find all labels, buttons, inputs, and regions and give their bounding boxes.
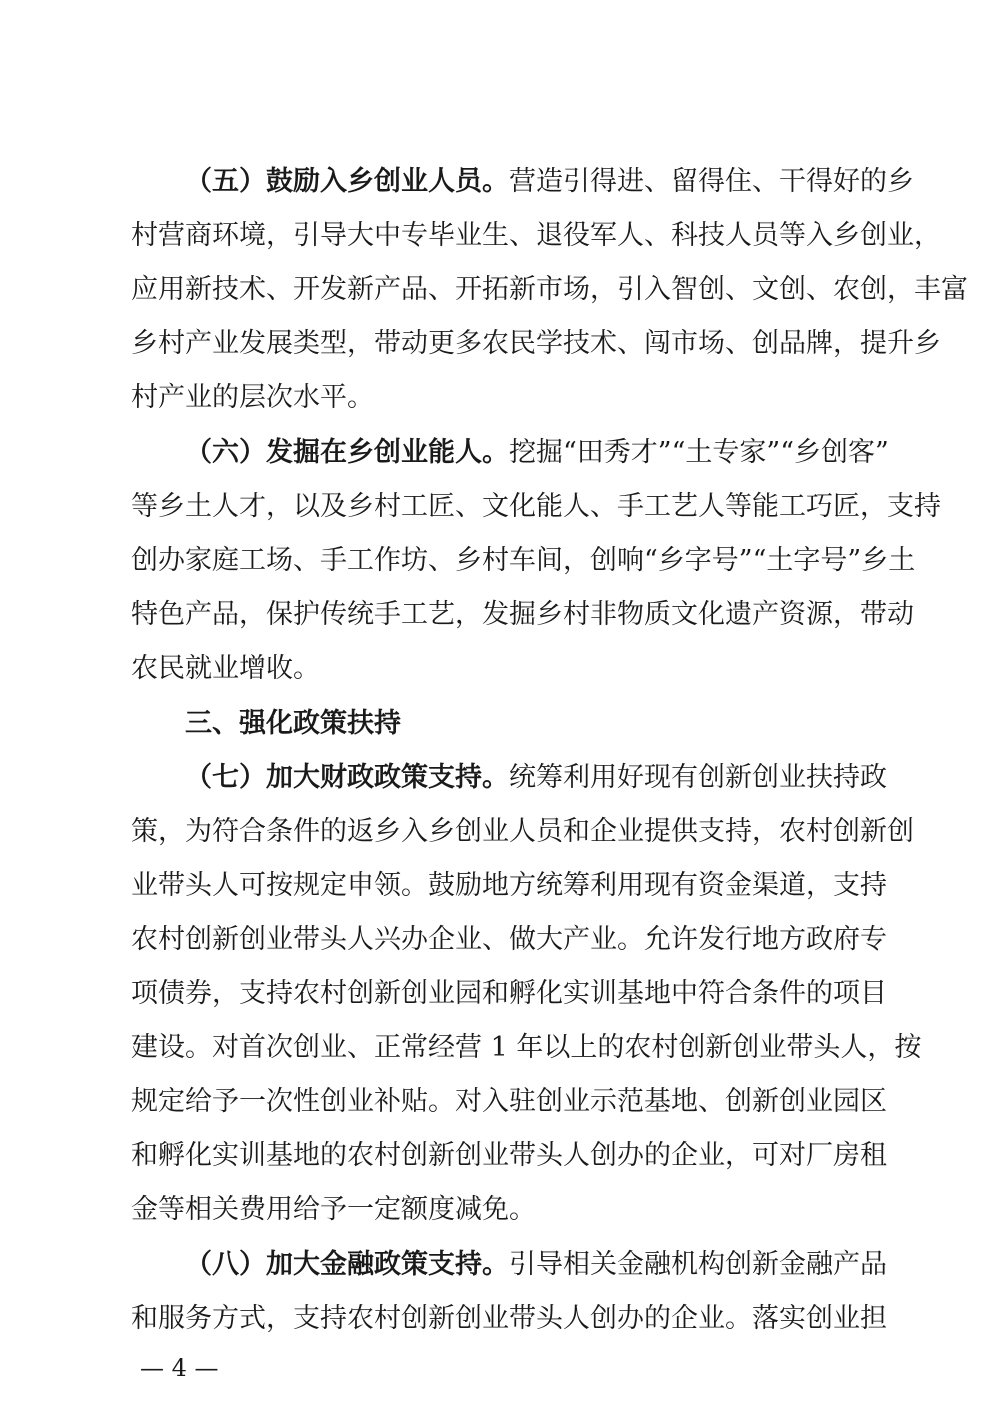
paragraph-6-text: 挖掘“田秀才”“土专家”“乡创客”: [509, 437, 889, 468]
paragraph-6-line-2: 等乡土人才，以及乡村工匠、文化能人、手工艺人等能工巧匠，支持: [131, 491, 941, 522]
paragraph-5-title: （五）鼓励入乡创业人员。: [185, 166, 509, 197]
paragraph-5-line-5: 村产业的层次水平。: [131, 382, 374, 413]
paragraph-6-line-1: [185, 433, 889, 473]
paragraph-6-title: （六）发掘在乡创业能人。: [185, 437, 509, 468]
paragraph-6-line-3: 创办家庭工场、手工作坊、乡村车间，创响“乡字号”“土字号”乡土: [131, 545, 916, 576]
paragraph-7-line-3: 业带头人可按规定申领。鼓励地方统筹利用现有资金渠道，支持: [131, 870, 887, 901]
paragraph-8-line-2: 和服务方式，支持农村创新创业带头人创办的企业。落实创业担: [131, 1303, 887, 1334]
paragraph-8-line-1: [185, 1245, 887, 1285]
paragraph-5-line-3: 应用新技术、开发新产品、开拓新市场，引入智创、文创、农创，丰富: [131, 274, 968, 305]
paragraph-6-line-5: 农民就业增收。: [131, 653, 320, 684]
paragraph-8-title: （八）加大金融政策支持。: [185, 1249, 509, 1280]
paragraph-7-line-9: 金等相关费用给予一定额度减免。: [131, 1194, 536, 1225]
paragraph-8-text: 引导相关金融机构创新金融产品: [509, 1249, 887, 1280]
paragraph-7-title: （七）加大财政政策支持。: [185, 762, 509, 793]
paragraph-7-line-5: 项债券，支持农村创新创业园和孵化实训基地中符合条件的项目: [131, 978, 887, 1009]
paragraph-5-line-2: 村营商环境，引导大中专毕业生、退役军人、科技人员等入乡创业，: [131, 220, 941, 251]
page-number: — 4 —: [140, 1354, 219, 1382]
paragraph-7-text: 统筹利用好现有创新创业扶持政: [509, 762, 887, 793]
paragraph-5-text: 营造引得进、留得住、干得好的乡: [509, 166, 914, 197]
paragraph-7-line-1: [185, 758, 887, 798]
section-3-heading: 三、强化政策扶持: [185, 708, 401, 739]
paragraph-7-line-7: 规定给予一次性创业补贴。对入驻创业示范基地、创新创业园区: [131, 1086, 887, 1117]
paragraph-7-line-8: 和孵化实训基地的农村创新创业带头人创办的企业，可对厂房租: [131, 1140, 887, 1171]
paragraph-6-line-4: 特色产品，保护传统手工艺，发掘乡村非物质文化遗产资源，带动: [131, 599, 914, 630]
paragraph-7-line-2: 策，为符合条件的返乡入乡创业人员和企业提供支持，农村创新创: [131, 816, 914, 847]
paragraph-5-line-4: 乡村产业发展类型，带动更多农民学技术、闯市场、创品牌，提升乡: [131, 328, 941, 359]
paragraph-5-line-1: [185, 162, 914, 202]
paragraph-7-line-6: 建设。对首次创业、正常经营 1 年以上的农村创新创业带头人，按: [131, 1032, 922, 1063]
paragraph-7-line-4: 农村创新创业带头人兴办企业、做大产业。允许发行地方政府专: [131, 924, 887, 955]
